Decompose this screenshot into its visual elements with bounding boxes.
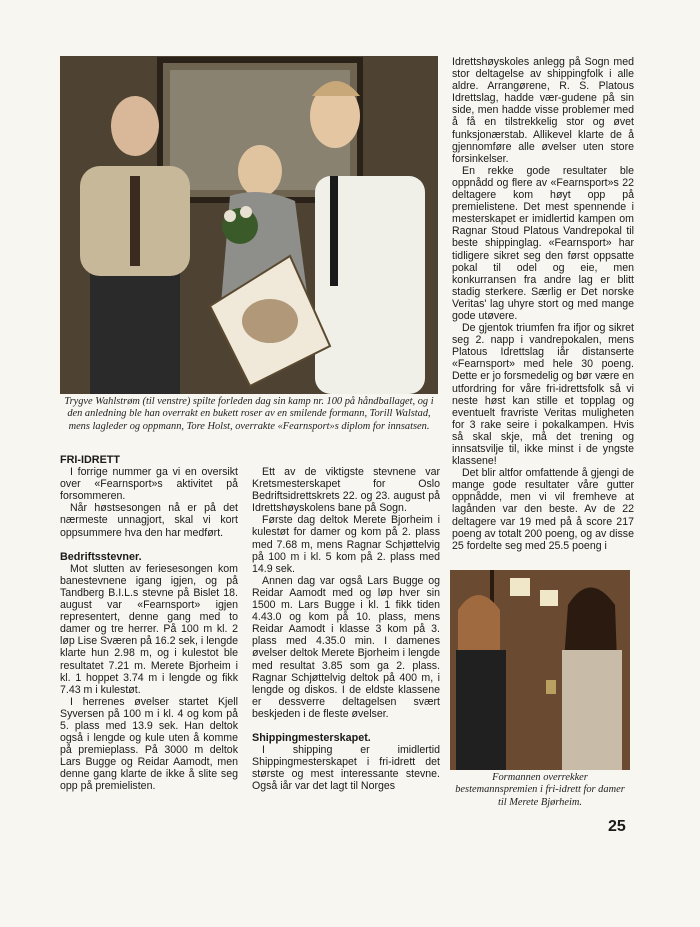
column-middle [252,466,440,792]
paragraph: Idrettshøyskoles anlegg på Sogn med stor deltagelse av shippingfolk i alle aldre. Arrangørene, R. S. Platous Idrettslag, hadde vær-gudene på sin side, men hadde visse problemer med å få en tilstrekkelig stor og øvet funksjonærstab. Allikevel klarte de å gjennomføre alle øvelser uten store forsinkelser. [452,56,634,165]
paragraph: Det blir altfor omfattende å gjengi de mange gode resultater våre gutter oppnådde, men vi vil fremheve at lagånden var den beste. Av de 22 deltagere var 19 med på å score 217 poeng av totalt 200 poeng, og av disse 25 fordelte seg med 25.5 poeng i [452,467,634,552]
photo-caption: Formannen overrekker bestemannspremien i fri-idrett for damer til Merete Bjørheim. [455,772,625,808]
paragraph: I forrige nummer ga vi en oversikt over «Fearnsport»s aktivitet på forsommeren. [60,466,238,503]
paragraph: Når høstsesongen nå er på det nærmeste unnagjort, skal vi kort oppsummere hva den har medført. [60,502,238,539]
paragraph: En rekke gode resultater ble oppnådd og flere av «Fearnsport»s 22 deltagere kom høyt opp på premielistene. Det mest spennende i mesterskapet er imidlertid kampen om Ragnar Stoud Platous Vandrepokal til beste shippinglag. «Fearnsport» har tidligere sikret seg den først oppsatte pokal til odel og eie, men konkurransen fra andre lag er blitt stadig sterkere. Særlig er Det norske Veritas' lag uhyre stort og med mange gode utøvere. [452,164,634,322]
photo-award-ceremony [60,56,438,394]
paragraph: I herrenes øvelser startet Kjell Syversen på 100 m i kl. 4 og kom på 5. plass med 13.9 sek. Han deltok også i lengde og kule uten å komme på premieplass. På 3000 m deltok Lars Bugge og Reidar Aamodt, men denne gang klarte de ikke å slite seg opp på premielisten. [60,695,238,793]
page-number: 25 [608,818,626,835]
column-right [452,56,634,552]
paragraph: Ett av de viktigste stevnene var Kretsmesterskapet for Oslo Bedriftsidrettskrets 22. og 23. august på Idrettshøyskolens bane på Sogn. [252,466,440,515]
section-heading: Bedriftsstevner. [60,550,142,563]
photo-illustration [60,56,438,394]
paragraph: Annen dag var også Lars Bugge og Reidar Aamodt med og løp hver sin 1500 m. Lars Bugge i kl. 1 fikk tiden 4.43.0 og kom på 10. plass, mens Reidar Aamodt i klasse 3 kom på 3. plass med 4.35.0 min. I damenes øvelser deltok Merete Bjorheim i lengde med resultat 3.85 som ga 2. plass. Ragnar Schjøttelvig deltok på 400 m, i lengde og diskos. I de eldste klassene er dessverre deltagelsen svært beskjeden i de fleste øvelser. [252,574,440,720]
paragraph: De gjentok triumfen fra ifjor og sikret seg 2. napp i vandrepokalen, mens Platous Idrettslag iår distanserte «Fearnsport» med hele 30 poeng. Dette er jo forsmedelig og bør være en utfordring for våre fri-idrettsfolk så vi neste høst kan stille et topplag og eventuelt fravriste Veritas muligheten for 3 rake seire i pokalkampen. Hvis så skal skje, må det trening og innsatsvilje til, ikke minst i de yngste klassene! [452,322,634,468]
photo-medal-presentation [450,570,630,770]
photo-caption: Trygve Wahlstrøm (til venstre) spilte forleden dag sin kamp nr. 100 på håndballaget, og i den anledning ble han overrakt en bukett roser av en smilende formann, Torill Walstad, mens lagleder og oppmann, Tore Holst, overrakte «Fearnsport»s diplom for innsatsen. [64,396,434,432]
section-heading: Shippingmesterskapet. [252,731,371,744]
section-heading: FRI-IDRETT [60,454,120,466]
paragraph: Mot slutten av feriesesongen kom banestevnene igang igjen, og på Tandberg B.I.L.s stevne på Bislet 18. august var «Fearnsport» igjen representert, denne gang med to damer og tre herrer. På 100 m kl. 2 løp Lise Sværen på 16.2 sek, i lengde klarte hun 2.98 m, og i kulestot ble resultatet 7.21 m. Merete Bjorheim i kl. 1 hoppet 3.74 m i lengde og fikk 7.43 m i kulestøt. [60,562,238,696]
column-left [60,454,238,793]
photo-illustration [450,570,630,770]
paragraph: Første dag deltok Merete Bjorheim i kulestøt for damer og kom på 2. plass med 7.68 m, mens Ragnar Schjøttelvig på 100 m i kl. 5 kom på 2. plass med 14.9 sek. [252,514,440,575]
paragraph: I shipping er imidlertid Shippingmesterskapet i fri-idrett det største og mest interessante stevne. Også iår var det lagt til Norges [252,744,440,793]
